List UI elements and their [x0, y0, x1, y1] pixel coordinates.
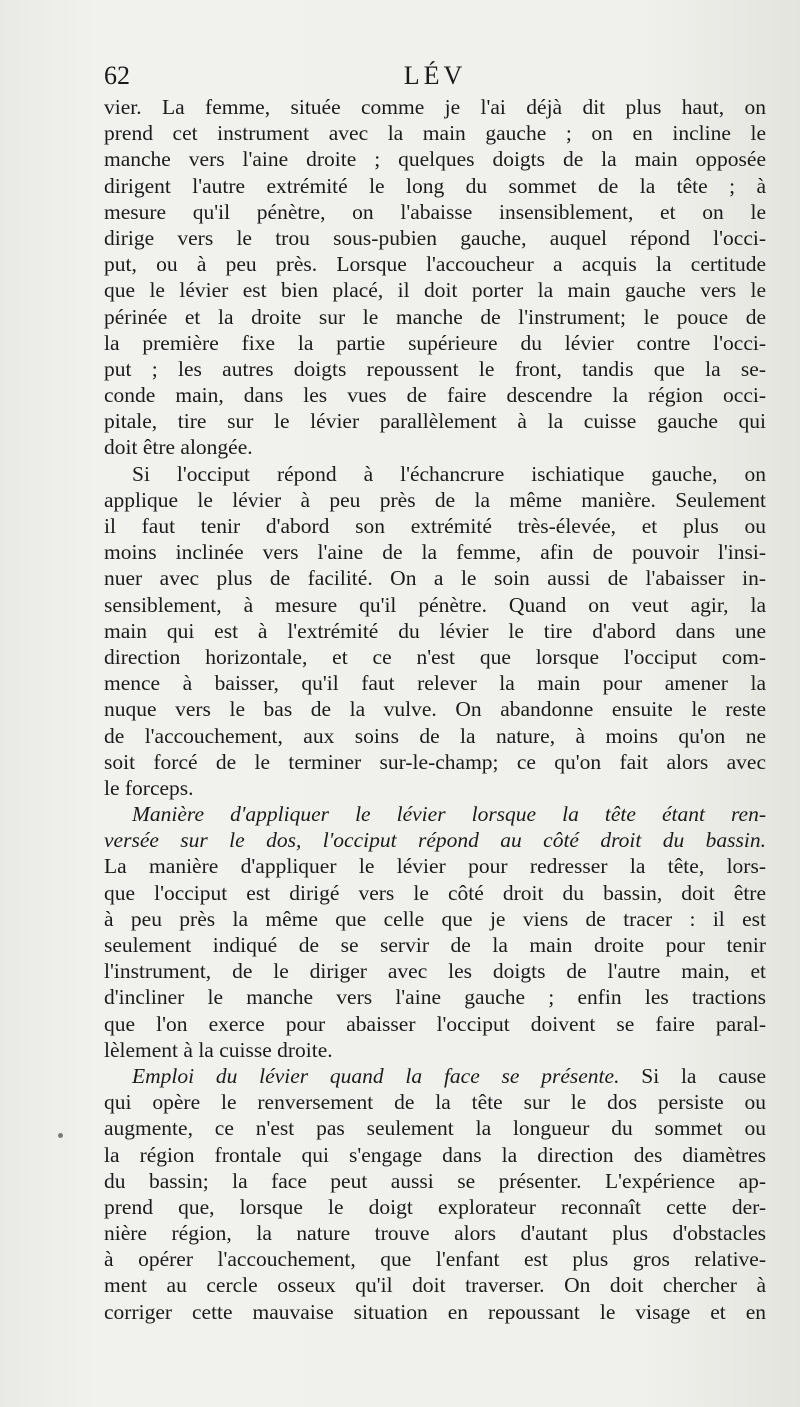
text-line: conde main, dans les vues de faire descendre la région occi-	[104, 383, 766, 408]
text-line: soit forcé de le terminer sur-le-champ; ce qu'on fait alors avec	[104, 749, 766, 774]
text-line: augmente, ce n'est pas seulement la longueur du sommet ou	[104, 1116, 766, 1141]
text-line: mence à baisser, qu'il faut relever la main pour amener la	[104, 671, 766, 696]
ink-speck	[58, 1133, 63, 1138]
text-line: vier. La femme, située comme je l'ai déjà dit plus haut, on	[104, 95, 766, 119]
text-line: que le lévier est bien placé, il doit porter la main gauche vers le	[104, 278, 766, 303]
text-line: Si l'occiput répond à l'échancrure ischiatique gauche, on	[132, 461, 766, 486]
text-line: pitale, tire sur le lévier parallèlement à la cuisse gauche qui	[104, 409, 766, 434]
page-header	[104, 58, 766, 94]
text-line: prend cet instrument avec la main gauche ; on en incline le	[104, 121, 766, 146]
text-line: Manière d'appliquer le lévier lorsque la tête étant ren-	[132, 802, 766, 827]
text-line: versée sur le dos, l'occiput répond au côté droit du bassin.	[104, 828, 766, 853]
text-line: nuer avec plus de facilité. On a le soin aussi de l'abaisser in-	[104, 566, 766, 591]
text-line: moins inclinée vers l'aine de la femme, afin de pouvoir l'insi-	[104, 540, 766, 565]
text-line: il faut tenir d'abord son extrémité très-élevée, et plus ou	[104, 514, 766, 538]
text-line: périnée et la droite sur le manche de l'instrument; le pouce de	[104, 304, 766, 329]
text-line: direction horizontale, et ce n'est que lorsque l'occiput com-	[104, 644, 766, 669]
text-line: put, ou à peu près. Lorsque l'accoucheur a acquis la certitude	[104, 252, 766, 277]
text-line: applique le lévier à peu près de la même manière. Seulement	[104, 487, 766, 512]
text-line: ment au cercle osseux qu'il doit traverser. On doit chercher à	[104, 1273, 766, 1298]
text-line: que l'occiput est dirigé vers le côté droit du bassin, doit être	[104, 880, 766, 905]
italic-heading: Emploi du lévier quand la face se présente.	[132, 1063, 620, 1088]
text-line: de l'accouchement, aux soins de la nature, à moins qu'on ne	[104, 723, 766, 748]
text-line: main qui est à l'extrémité du lévier le tire d'abord dans une	[104, 618, 766, 643]
text-line: manche vers l'aine droite ; quelques doigts de la main opposée	[104, 147, 766, 172]
text-line: d'incliner le manche vers l'aine gauche ; enfin les tractions	[104, 985, 766, 1010]
text-line: nuque vers le bas de la vulve. On abandonne ensuite le reste	[104, 697, 766, 722]
text-line: put ; les autres doigts repoussent le front, tandis que la se-	[104, 356, 766, 381]
text-line: la première fixe la partie supérieure du lévier contre l'occi-	[104, 330, 766, 355]
text-line: seulement indiqué de se servir de la main droite pour tenir	[104, 933, 766, 957]
text-line: lèlement à la cuisse droite.	[104, 1037, 333, 1062]
text-line: dirige vers le trou sous-pubien gauche, auquel répond l'occi-	[104, 225, 766, 250]
text-line: du bassin; la face peut aussi se présenter. L'expérience ap-	[104, 1168, 766, 1193]
text-line: prend que, lorsque le doigt explorateur reconnaît cette der-	[104, 1194, 766, 1219]
text-line: corriger cette mauvaise situation en repoussant le visage et en	[104, 1299, 766, 1324]
text-line: la région frontale qui s'engage dans la direction des diamètres	[104, 1142, 766, 1167]
text-line: nière région, la nature trouve alors d'autant plus d'obstacles	[104, 1221, 766, 1246]
text-line: à opérer l'accouchement, que l'enfant est plus gros relative-	[104, 1247, 766, 1272]
text-line: La manière d'appliquer le lévier pour redresser la tête, lors-	[104, 854, 766, 879]
running-head: LÉV	[403, 61, 467, 90]
line-text: Si la cause	[619, 1063, 766, 1088]
text-line: que l'on exerce pour abaisser l'occiput doivent se faire paral-	[104, 1011, 766, 1036]
text-line: qui opère le renversement de la tête sur le dos persiste ou	[104, 1090, 766, 1115]
text-line: à peu près la même que celle que je viens de tracer : il est	[104, 906, 766, 931]
text-line: sensiblement, à mesure qu'il pénètre. Quand on veut agir, la	[104, 592, 766, 617]
body-text	[104, 94, 766, 1325]
text-line: l'instrument, de le diriger avec les doigts de l'autre main, et	[104, 959, 766, 984]
text-line: le forceps.	[104, 775, 194, 800]
text-line: mesure qu'il pénètre, on l'abaisse insensiblement, et on le	[104, 199, 766, 224]
text-line	[104, 1063, 766, 1089]
page-number: 62	[104, 61, 130, 90]
text-line: dirigent l'autre extrémité le long du sommet de la tête ; à	[104, 173, 766, 198]
text-line: doit être alongée.	[104, 435, 253, 460]
